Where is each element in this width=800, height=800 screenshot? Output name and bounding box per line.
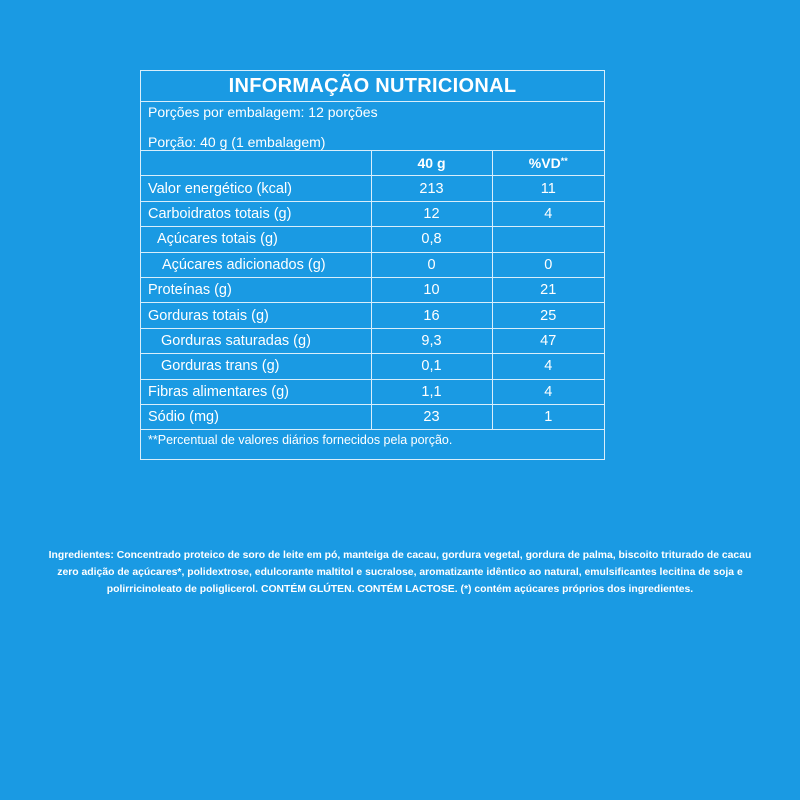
- nutrient-label: Valor energético (kcal): [141, 176, 371, 201]
- nutrient-value: 0,1: [371, 354, 492, 379]
- table-row: [141, 328, 604, 353]
- nutrient-dv: 0: [492, 252, 604, 277]
- nutrient-value: 9,3: [371, 328, 492, 353]
- nutrient-value: 23: [371, 404, 492, 429]
- nutrient-value: 0: [371, 252, 492, 277]
- table-title: INFORMAÇÃO NUTRICIONAL: [141, 71, 604, 102]
- nutrient-value: 0,8: [371, 227, 492, 252]
- table-footnote: **Percentual de valores diários fornecidos pela porção.: [141, 429, 604, 450]
- nutrient-label: Açúcares totais (g): [141, 227, 371, 252]
- header-blank: [141, 151, 371, 176]
- table-row: [141, 201, 604, 226]
- nutrient-dv: 25: [492, 303, 604, 328]
- servings-per-package: Porções por embalagem: 12 porções: [148, 104, 378, 120]
- header-dv: %VD**: [492, 151, 604, 176]
- header-portion: 40 g: [371, 151, 492, 176]
- nutrient-dv: 21: [492, 277, 604, 302]
- table-row: [141, 277, 604, 302]
- nutrient-dv: 11: [492, 176, 604, 201]
- nutrient-value: 10: [371, 277, 492, 302]
- nutrient-label: Gorduras saturadas (g): [141, 328, 371, 353]
- table-row: [141, 354, 604, 379]
- serving-size: Porção: 40 g (1 embalagem): [148, 134, 326, 150]
- nutrient-value: 1,1: [371, 379, 492, 404]
- nutrient-dv: 4: [492, 201, 604, 226]
- nutrient-value: 213: [371, 176, 492, 201]
- nutrient-dv: 1: [492, 404, 604, 429]
- nutrients-table: [141, 150, 604, 429]
- nutrient-dv: 47: [492, 328, 604, 353]
- table-row: [141, 252, 604, 277]
- table-row: [141, 227, 604, 252]
- nutrient-label: Açúcares adicionados (g): [141, 252, 371, 277]
- ingredients-text: Ingredientes: Concentrado proteico de soro de leite em pó, manteiga de cacau, gordura vegetal, gordura de palma, biscoito triturado de cacau zero adição de açúcares*, polidextrose, edulcorante maltitol e sucralose, aromatizante idêntico ao natural, emulsificantes lecitina de soja e polirricinoleato de poliglicerol. CONTÉM GLÚTEN. CONTÉM LACTOSE. (*) contém açúcares próprios dos ingredientes.: [48, 550, 752, 595]
- nutrient-label: Fibras alimentares (g): [141, 379, 371, 404]
- nutrient-label: Sódio (mg): [141, 404, 371, 429]
- table-row: [141, 379, 604, 404]
- nutrient-label: Gorduras totais (g): [141, 303, 371, 328]
- nutrient-dv: [492, 227, 604, 252]
- nutrient-value: 12: [371, 201, 492, 226]
- nutrient-value: 16: [371, 303, 492, 328]
- nutrition-facts-table: [140, 70, 605, 460]
- nutrient-label: Proteínas (g): [141, 277, 371, 302]
- table-row: [141, 303, 604, 328]
- nutrient-dv: 4: [492, 354, 604, 379]
- table-row: [141, 404, 604, 429]
- nutrient-label: Gorduras trans (g): [141, 354, 371, 379]
- nutrient-dv: 4: [492, 379, 604, 404]
- table-header-row: [141, 151, 604, 176]
- nutrient-label: Carboidratos totais (g): [141, 201, 371, 226]
- table-row: [141, 176, 604, 201]
